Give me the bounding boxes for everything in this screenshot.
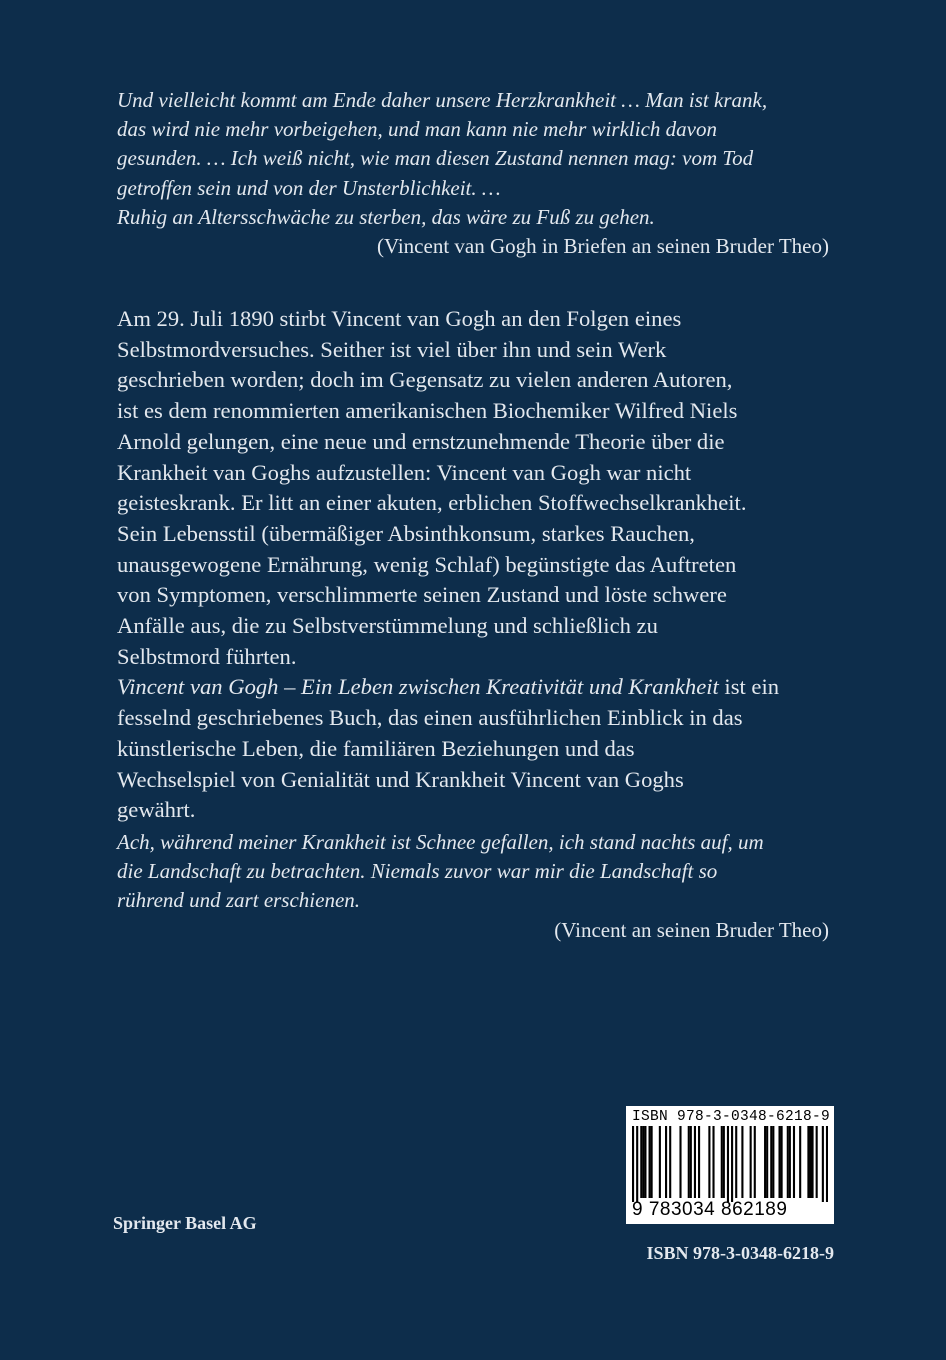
barcode-bar [770, 1126, 772, 1198]
opening-quote [117, 86, 833, 261]
barcode-bar [826, 1126, 828, 1202]
barcode-bar [644, 1126, 646, 1198]
barcode-bar [811, 1126, 813, 1198]
barcode-bar [787, 1126, 789, 1198]
barcode-bar [698, 1126, 700, 1198]
barcode-bar [764, 1126, 766, 1198]
body-line: geschrieben worden; doch im Gegensatz zu vielen anderen Autoren, [117, 367, 733, 393]
body-line-title [117, 672, 833, 703]
quote-attribution: (Vincent an seinen Bruder Theo) [554, 917, 829, 942]
quote-line: Ach, während meiner Krankheit ist Schnee gefallen, ich stand nachts auf, um [117, 830, 764, 854]
barcode-bar [636, 1126, 638, 1202]
barcode-bar [816, 1126, 818, 1198]
quote-line: getroffen sein und von der Unsterblichkeit. … [117, 175, 501, 200]
quote-attribution: (Vincent van Gogh in Briefen an seinen Bruder Theo) [376, 234, 829, 259]
barcode-bar [731, 1126, 733, 1202]
barcode-bar [659, 1126, 661, 1198]
body-line: ist es dem renommierten amerikanischen Biochemiker Wilfred Niels [117, 398, 738, 424]
body-line: von Symptomen, verschlimmerte seinen Zustand und löste schwere [117, 582, 727, 608]
barcode-bar [632, 1126, 634, 1202]
barcode-bar [822, 1126, 824, 1202]
barcode-bar [723, 1126, 725, 1198]
barcode-bar [799, 1126, 801, 1198]
body-line: Sein Lebensstil (übermäßiger Absinthkonsum, starkes Rauchen, [117, 520, 695, 546]
body-line: fesselnd geschriebenes Buch, das einen ausführlichen Einblick in das [117, 705, 743, 731]
barcode-digits: 9 783034 862189 [632, 1199, 788, 1220]
barcode-bar [741, 1126, 743, 1198]
body-line: Wechselspiel von Genialität und Krankheit Vincent van Goghs [117, 766, 684, 792]
body-line: Krankheit van Goghs aufzustellen: Vincent van Gogh war nicht [117, 459, 692, 485]
barcode-bar [721, 1126, 723, 1198]
barcode-bar [669, 1126, 671, 1198]
body-line: Am 29. Juli 1890 stirbt Vincent van Gogh an den Folgen eines [117, 306, 682, 331]
quote-line: Ruhig an Altersschwäche zu sterben, das wäre zu Fuß zu gehen. [117, 204, 655, 229]
barcode-bar [807, 1126, 809, 1198]
quote-line: Und vielleicht kommt am Ende daher unsere Herzkrankheit … Man ist krank, [117, 88, 768, 112]
barcode-bars [632, 1126, 828, 1202]
title-suffix: ist ein [718, 674, 780, 700]
barcode-bar [642, 1126, 644, 1198]
quote-line: das wird nie mehr vorbeigehen, und man kann nie mehr wirklich davon [117, 117, 717, 142]
body-line: Selbstmord führten. [117, 643, 297, 669]
isbn-number: ISBN 978-3-0348-6218-9 [646, 1243, 834, 1263]
body-line: Selbstmordversuches. Seither ist viel über ihn und sein Werk [117, 336, 667, 362]
barcode-bar [781, 1126, 783, 1198]
barcode-bar [649, 1126, 651, 1198]
closing-quote [117, 828, 833, 945]
barcode-bar [640, 1126, 642, 1198]
publisher-name: Springer Basel AG [113, 1213, 257, 1233]
barcode-bar [665, 1126, 667, 1198]
barcode-bar [694, 1126, 696, 1198]
barcode-bar [651, 1126, 653, 1198]
barcode-bar [809, 1126, 811, 1198]
barcode-bar [754, 1126, 756, 1198]
book-title: Vincent van Gogh – Ein Leben zwischen Kreativität und Krankheit [117, 674, 719, 700]
barcode-bar [690, 1126, 692, 1198]
body-line: künstlerische Leben, die familiären Beziehungen und das [117, 735, 635, 761]
body-line: gewährt. [117, 797, 196, 823]
barcode-bar [789, 1126, 791, 1198]
barcode-bar [778, 1126, 780, 1198]
body-line: Arnold gelungen, eine neue und ernstzunehmende Theorie über die [117, 428, 725, 454]
barcode-bar [708, 1126, 710, 1198]
barcode-bar [766, 1126, 768, 1198]
barcode-bar [688, 1126, 690, 1198]
quote-line: gesunden. … Ich weiß nicht, wie man diesen Zustand nennen mag: vom Tod [117, 146, 754, 171]
barcode-bar [772, 1126, 774, 1198]
body-line: Anfälle aus, die zu Selbstverstümmelung und schließlich zu [117, 613, 658, 639]
barcode-bar [679, 1126, 681, 1198]
isbn-barcode [626, 1106, 834, 1224]
barcode-bar [727, 1126, 729, 1202]
body-line: unausgewogene Ernährung, wenig Schlaf) begünstigte das Auftreten [117, 551, 737, 577]
barcode-bar [712, 1126, 714, 1198]
barcode-bar [793, 1126, 795, 1198]
barcode-isbn-label: ISBN 978-3-0348-6218-9 [632, 1109, 831, 1125]
barcode-bar [735, 1126, 737, 1198]
book-description [117, 304, 833, 826]
body-line: geisteskrank. Er litt an einer akuten, erblichen Stoffwechselkrankheit. [117, 490, 747, 516]
barcode-bar [750, 1126, 752, 1198]
quote-line: rührend und zart erschienen. [117, 888, 361, 913]
quote-line: die Landschaft zu betrachten. Niemals zuvor war mir die Landschaft so [117, 859, 718, 884]
